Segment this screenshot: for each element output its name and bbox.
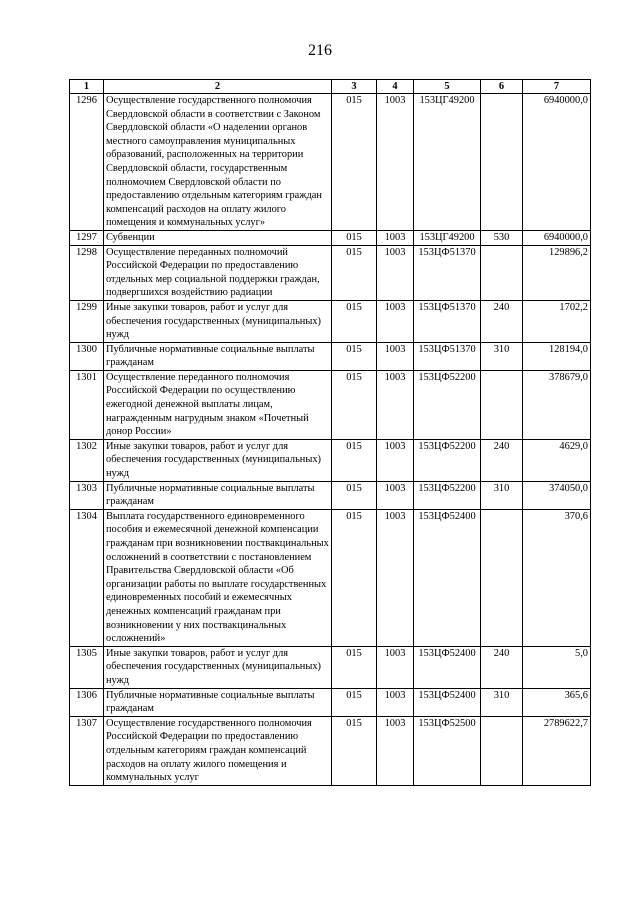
page-number: 216	[308, 42, 332, 59]
row-name: Осуществление государственного полномочия Российской Федерации по предоставлению отдельным категориям граждан компенсаций расходов на оплату жилого помещения и коммунальных услуг	[104, 716, 332, 785]
row-number: 1301	[70, 370, 104, 439]
column-header: 5	[414, 80, 481, 94]
column-header: 3	[332, 80, 377, 94]
column-header: 6	[481, 80, 523, 94]
row-target-code: 153ЦФ52400	[414, 688, 481, 716]
column-header: 7	[523, 80, 591, 94]
row-name: Осуществление переданного полномочия Российской Федерации по осуществлению ежегодной денежной выплаты лицам, награжденным нагрудным знаком «Почетный донор России»	[104, 370, 332, 439]
row-ministry-code: 015	[332, 370, 377, 439]
column-header: 1	[70, 80, 104, 94]
row-section-code: 1003	[377, 716, 414, 785]
row-target-code: 153ЦФ51370	[414, 245, 481, 300]
row-expense-type	[481, 370, 523, 439]
row-name: Субвенции	[104, 230, 332, 245]
row-expense-type	[481, 509, 523, 646]
row-name: Иные закупки товаров, работ и услуг для обеспечения государственных (муниципальных) нужд	[104, 300, 332, 342]
row-expense-type: 310	[481, 688, 523, 716]
row-ministry-code: 015	[332, 716, 377, 785]
row-amount: 4629,0	[523, 439, 591, 481]
row-section-code: 1003	[377, 688, 414, 716]
row-name: Публичные нормативные социальные выплаты гражданам	[104, 481, 332, 509]
row-ministry-code: 015	[332, 646, 377, 688]
table-row	[70, 230, 591, 245]
row-section-code: 1003	[377, 342, 414, 370]
row-section-code: 1003	[377, 509, 414, 646]
row-section-code: 1003	[377, 370, 414, 439]
row-expense-type	[481, 245, 523, 300]
row-expense-type	[481, 716, 523, 785]
row-expense-type: 240	[481, 646, 523, 688]
row-name: Осуществление государственного полномочия Свердловской области в соответствии с Законом Свердловской области «О наделении органов местного самоуправления муниципальных образований, расположенных на территории Свердловской области, государственным полномочием Свердловской области по предоставлению отдельным категориям граждан компенсаций расходов на оплату жилого помещения и коммунальных услуг»	[104, 94, 332, 231]
table-row	[70, 370, 591, 439]
row-section-code: 1003	[377, 439, 414, 481]
row-ministry-code: 015	[332, 94, 377, 231]
row-ministry-code: 015	[332, 509, 377, 646]
row-amount: 365,6	[523, 688, 591, 716]
column-header: 4	[377, 80, 414, 94]
table-row	[70, 439, 591, 481]
row-number: 1307	[70, 716, 104, 785]
row-number: 1303	[70, 481, 104, 509]
row-amount: 6940000,0	[523, 94, 591, 231]
row-name: Иные закупки товаров, работ и услуг для обеспечения государственных (муниципальных) нужд	[104, 439, 332, 481]
row-number: 1297	[70, 230, 104, 245]
row-ministry-code: 015	[332, 342, 377, 370]
row-amount: 6940000,0	[523, 230, 591, 245]
row-expense-type: 310	[481, 481, 523, 509]
row-name: Осуществление переданных полномочий Российской Федерации по предоставлению отдельных мер социальной поддержки граждан, подвергшихся воздействию радиации	[104, 245, 332, 300]
row-amount: 128194,0	[523, 342, 591, 370]
row-ministry-code: 015	[332, 300, 377, 342]
table-row	[70, 245, 591, 300]
table-row	[70, 94, 591, 231]
table-row	[70, 342, 591, 370]
row-ministry-code: 015	[332, 245, 377, 300]
row-amount: 378679,0	[523, 370, 591, 439]
row-target-code: 153ЦГ49200	[414, 230, 481, 245]
row-amount: 5,0	[523, 646, 591, 688]
row-name: Публичные нормативные социальные выплаты гражданам	[104, 342, 332, 370]
row-section-code: 1003	[377, 245, 414, 300]
row-target-code: 153ЦФ52200	[414, 370, 481, 439]
row-name: Выплата государственного единовременного пособия и ежемесячной денежной компенсации гражданам при возникновении поствакцинальных осложнений в соответствии с постановлением Правительства Свердловской области «Об организации работы по выплате государственных единовременных пособий и ежемесячных денежных компенсаций гражданам при возникновении у них поствакцинальных осложнений»	[104, 509, 332, 646]
row-number: 1302	[70, 439, 104, 481]
row-amount: 1702,2	[523, 300, 591, 342]
row-ministry-code: 015	[332, 439, 377, 481]
row-number: 1300	[70, 342, 104, 370]
row-number: 1298	[70, 245, 104, 300]
table-header-row	[70, 80, 591, 94]
row-number: 1296	[70, 94, 104, 231]
table-row	[70, 300, 591, 342]
row-expense-type: 240	[481, 300, 523, 342]
row-number: 1304	[70, 509, 104, 646]
row-target-code: 153ЦФ51370	[414, 300, 481, 342]
column-header: 2	[104, 80, 332, 94]
row-ministry-code: 015	[332, 688, 377, 716]
row-ministry-code: 015	[332, 481, 377, 509]
row-section-code: 1003	[377, 481, 414, 509]
row-amount: 2789622,7	[523, 716, 591, 785]
table-body	[70, 94, 591, 786]
row-target-code: 153ЦФ52500	[414, 716, 481, 785]
row-number: 1305	[70, 646, 104, 688]
table-row	[70, 716, 591, 785]
row-number: 1306	[70, 688, 104, 716]
row-target-code: 153ЦФ52200	[414, 481, 481, 509]
row-target-code: 153ЦФ52200	[414, 439, 481, 481]
row-section-code: 1003	[377, 230, 414, 245]
row-expense-type: 310	[481, 342, 523, 370]
row-amount: 374050,0	[523, 481, 591, 509]
row-section-code: 1003	[377, 300, 414, 342]
row-target-code: 153ЦФ51370	[414, 342, 481, 370]
row-expense-type: 530	[481, 230, 523, 245]
row-ministry-code: 015	[332, 230, 377, 245]
row-target-code: 153ЦФ52400	[414, 509, 481, 646]
row-name: Публичные нормативные социальные выплаты гражданам	[104, 688, 332, 716]
row-target-code: 153ЦФ52400	[414, 646, 481, 688]
row-expense-type: 240	[481, 439, 523, 481]
row-number: 1299	[70, 300, 104, 342]
row-expense-type	[481, 94, 523, 231]
row-section-code: 1003	[377, 646, 414, 688]
row-amount: 370,6	[523, 509, 591, 646]
row-amount: 129896,2	[523, 245, 591, 300]
row-target-code: 153ЦГ49200	[414, 94, 481, 231]
budget-table	[69, 79, 591, 786]
row-section-code: 1003	[377, 94, 414, 231]
row-name: Иные закупки товаров, работ и услуг для обеспечения государственных (муниципальных) нужд	[104, 646, 332, 688]
table-row	[70, 509, 591, 646]
table-row	[70, 688, 591, 716]
table-row	[70, 481, 591, 509]
table-row	[70, 646, 591, 688]
